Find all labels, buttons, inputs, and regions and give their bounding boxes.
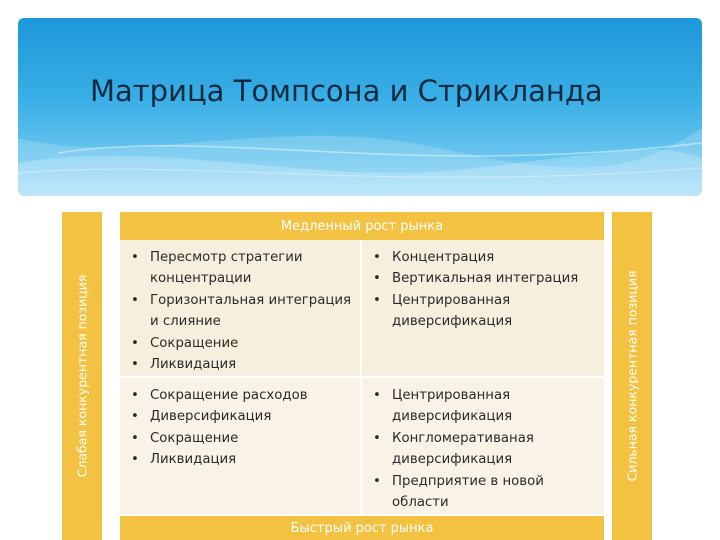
bullet-list xyxy=(370,247,600,333)
list-item: • Сокращение расходов xyxy=(128,385,356,406)
list-item: • Предприятие в новой области xyxy=(370,471,600,514)
bullet-list xyxy=(128,247,356,375)
left-axis-label: Слабая конкурентная позиция xyxy=(74,274,90,478)
right-axis-bar xyxy=(612,212,652,540)
list-item: • Центрированная диверсификация xyxy=(370,290,600,333)
list-item: • Пересмотр стратегии концентрации xyxy=(128,247,356,290)
list-item: • Сокращение xyxy=(128,333,356,354)
slide-title: Матрица Томпсона и Стрикланда xyxy=(90,74,603,108)
bullet-list xyxy=(370,385,600,513)
top-axis-label: Медленный рост рынка xyxy=(120,212,604,240)
list-item: • Конгломеративаная диверсификация xyxy=(370,428,600,471)
left-axis-bar xyxy=(62,212,102,540)
list-item: • Вертикальная интеграция xyxy=(370,268,600,289)
list-item: • Ликвидация xyxy=(128,354,356,375)
list-item: • Концентрация xyxy=(370,247,600,268)
list-item: • Центрированная диверсификация xyxy=(370,385,600,428)
list-item: • Ликвидация xyxy=(128,449,356,470)
quadrant-bottom-right xyxy=(362,378,604,514)
list-item: • Сокращение xyxy=(128,428,356,449)
right-axis-label: Сильная конкурентная позиция xyxy=(624,270,640,482)
list-item: • Диверсификация xyxy=(128,406,356,427)
quadrant-top-right xyxy=(362,240,604,376)
bullet-list xyxy=(128,385,356,471)
quadrant-bottom-left xyxy=(120,378,360,514)
quadrant-top-left xyxy=(120,240,360,376)
bottom-axis-label: Быстрый рост рынка xyxy=(120,516,604,540)
list-item: • Горизонтальная интеграция и слияние xyxy=(128,290,356,333)
title-banner xyxy=(18,18,702,196)
